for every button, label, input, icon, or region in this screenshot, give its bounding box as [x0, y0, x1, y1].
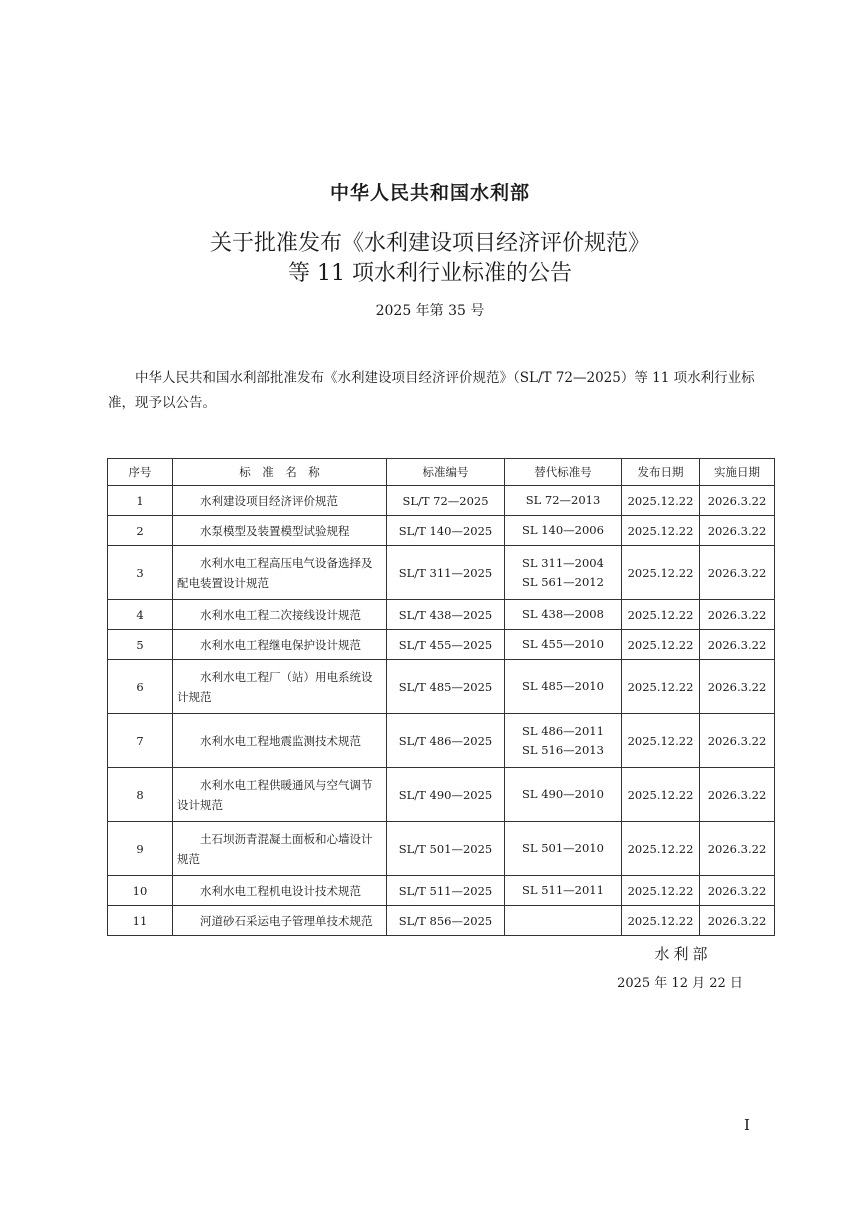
standard-code: SL/T 311—2025: [387, 546, 505, 600]
replaced-standard: [505, 714, 622, 768]
replaced-code: SL 140—2006: [522, 523, 604, 537]
standard-name: 河道砂石采运电子管理单技术规范: [173, 906, 387, 936]
publish-date: 2025.12.22: [622, 486, 700, 516]
table-row: [108, 876, 775, 906]
row-no: 5: [108, 630, 173, 660]
replaced-code: SL 561—2012: [522, 574, 604, 589]
intro-paragraph: 中华人民共和国水利部批准发布《水利建设项目经济评价规范》（SL/T 72—2025）等 11 项水利行业标准，现予以公告。: [108, 370, 755, 411]
title-line-2: 等 11 项水利行业标准的公告: [288, 261, 572, 286]
standard-code: SL/T 438—2025: [387, 600, 505, 630]
replaced-code: SL 72—2013: [525, 493, 601, 507]
replaced-standard: [505, 600, 622, 630]
publish-date: 2025.12.22: [622, 630, 700, 660]
replaced-standard: [505, 876, 622, 906]
row-no: 1: [108, 486, 173, 516]
standard-code: SL/T 485—2025: [387, 660, 505, 714]
effective-date: 2026.3.22: [700, 660, 775, 714]
publish-date: 2025.12.22: [622, 876, 700, 906]
replaced-code: SL 490—2010: [522, 787, 604, 801]
publish-date: 2025.12.22: [622, 546, 700, 600]
standard-name: 水利水电工程地震监测技术规范: [173, 714, 387, 768]
table-row: [108, 768, 775, 822]
standard-code: SL/T 486—2025: [387, 714, 505, 768]
standard-name: 水利水电工程继电保护设计规范: [173, 630, 387, 660]
table-row: [108, 600, 775, 630]
standard-code: SL/T 72—2025: [387, 486, 505, 516]
replaced-code: SL 438—2008: [522, 607, 604, 621]
header-no: 序号: [108, 459, 173, 486]
publish-date: 2025.12.22: [622, 714, 700, 768]
row-no: 2: [108, 516, 173, 546]
row-no: 10: [108, 876, 173, 906]
signature-date: 2025 年 12 月 22 日: [617, 976, 743, 991]
standard-name: 水利水电工程厂（站）用电系统设计规范: [173, 660, 387, 714]
replaced-standard: [505, 516, 622, 546]
table-row: [108, 516, 775, 546]
replaced-code: SL 516—2013: [522, 742, 604, 757]
effective-date: 2026.3.22: [700, 546, 775, 600]
table-row: [108, 714, 775, 768]
effective-date: 2026.3.22: [700, 486, 775, 516]
publish-date: 2025.12.22: [622, 660, 700, 714]
table-row: [108, 822, 775, 876]
standard-code: SL/T 856—2025: [387, 906, 505, 936]
issuing-authority: 中华人民共和国水利部: [329, 182, 530, 204]
standard-name: 水利建设项目经济评价规范: [173, 486, 387, 516]
standard-name: 土石坝沥青混凝土面板和心墙设计规范: [173, 822, 387, 876]
publish-date: 2025.12.22: [622, 768, 700, 822]
row-no: 9: [108, 822, 173, 876]
replaced-standard: [505, 660, 622, 714]
replaced-code: SL 485—2010: [522, 679, 604, 693]
replaced-standard: [505, 822, 622, 876]
effective-date: 2026.3.22: [700, 906, 775, 936]
title-line-1: 关于批准发布《水利建设项目经济评价规范》: [209, 231, 650, 256]
standard-name: 水利水电工程高压电气设备选择及配电装置设计规范: [173, 546, 387, 600]
replaced-code: SL 455—2010: [522, 637, 604, 651]
standard-name: 水利水电工程供暖通风与空气调节设计规范: [173, 768, 387, 822]
header-replaces: 替代标准号: [505, 459, 622, 486]
replaced-code: SL 311—2004: [522, 555, 604, 570]
row-no: 7: [108, 714, 173, 768]
standard-code: SL/T 490—2025: [387, 768, 505, 822]
replaced-standard: [505, 768, 622, 822]
standard-code: SL/T 140—2025: [387, 516, 505, 546]
table-row: [108, 630, 775, 660]
header-published: 发布日期: [622, 459, 700, 486]
standard-name: 水利水电工程机电设计技术规范: [173, 876, 387, 906]
header-name: 标 准 名 称: [173, 459, 387, 486]
header-effective: 实施日期: [700, 459, 775, 486]
row-no: 6: [108, 660, 173, 714]
standard-code: SL/T 455—2025: [387, 630, 505, 660]
replaced-code: SL 501—2010: [522, 841, 604, 855]
publish-date: 2025.12.22: [622, 906, 700, 936]
signature: 水利部: [654, 945, 712, 963]
table-row: [108, 906, 775, 936]
effective-date: 2026.3.22: [700, 714, 775, 768]
table-header-row: [108, 459, 775, 486]
document-number: 2025 年第 35 号: [375, 303, 485, 319]
standard-code: SL/T 511—2025: [387, 876, 505, 906]
effective-date: 2026.3.22: [700, 822, 775, 876]
replaced-standard: [505, 906, 622, 936]
standard-name: 水泵模型及装置模型试验规程: [173, 516, 387, 546]
replaced-code: SL 486—2011: [522, 723, 604, 738]
row-no: 3: [108, 546, 173, 600]
publish-date: 2025.12.22: [622, 600, 700, 630]
standard-code: SL/T 501—2025: [387, 822, 505, 876]
table-row: [108, 486, 775, 516]
effective-date: 2026.3.22: [700, 516, 775, 546]
standards-table: [107, 458, 775, 936]
header-code: 标准编号: [387, 459, 505, 486]
effective-date: 2026.3.22: [700, 630, 775, 660]
publish-date: 2025.12.22: [622, 516, 700, 546]
replaced-standard: [505, 546, 622, 600]
replaced-standard: [505, 486, 622, 516]
table-row: [108, 660, 775, 714]
effective-date: 2026.3.22: [700, 768, 775, 822]
row-no: 4: [108, 600, 173, 630]
effective-date: 2026.3.22: [700, 876, 775, 906]
publish-date: 2025.12.22: [622, 822, 700, 876]
table-row: [108, 546, 775, 600]
row-no: 11: [108, 906, 173, 936]
replaced-code: SL 511—2011: [522, 883, 604, 897]
page-number: I: [744, 1116, 750, 1134]
effective-date: 2026.3.22: [700, 600, 775, 630]
standard-name: 水利水电工程二次接线设计规范: [173, 600, 387, 630]
row-no: 8: [108, 768, 173, 822]
replaced-standard: [505, 630, 622, 660]
